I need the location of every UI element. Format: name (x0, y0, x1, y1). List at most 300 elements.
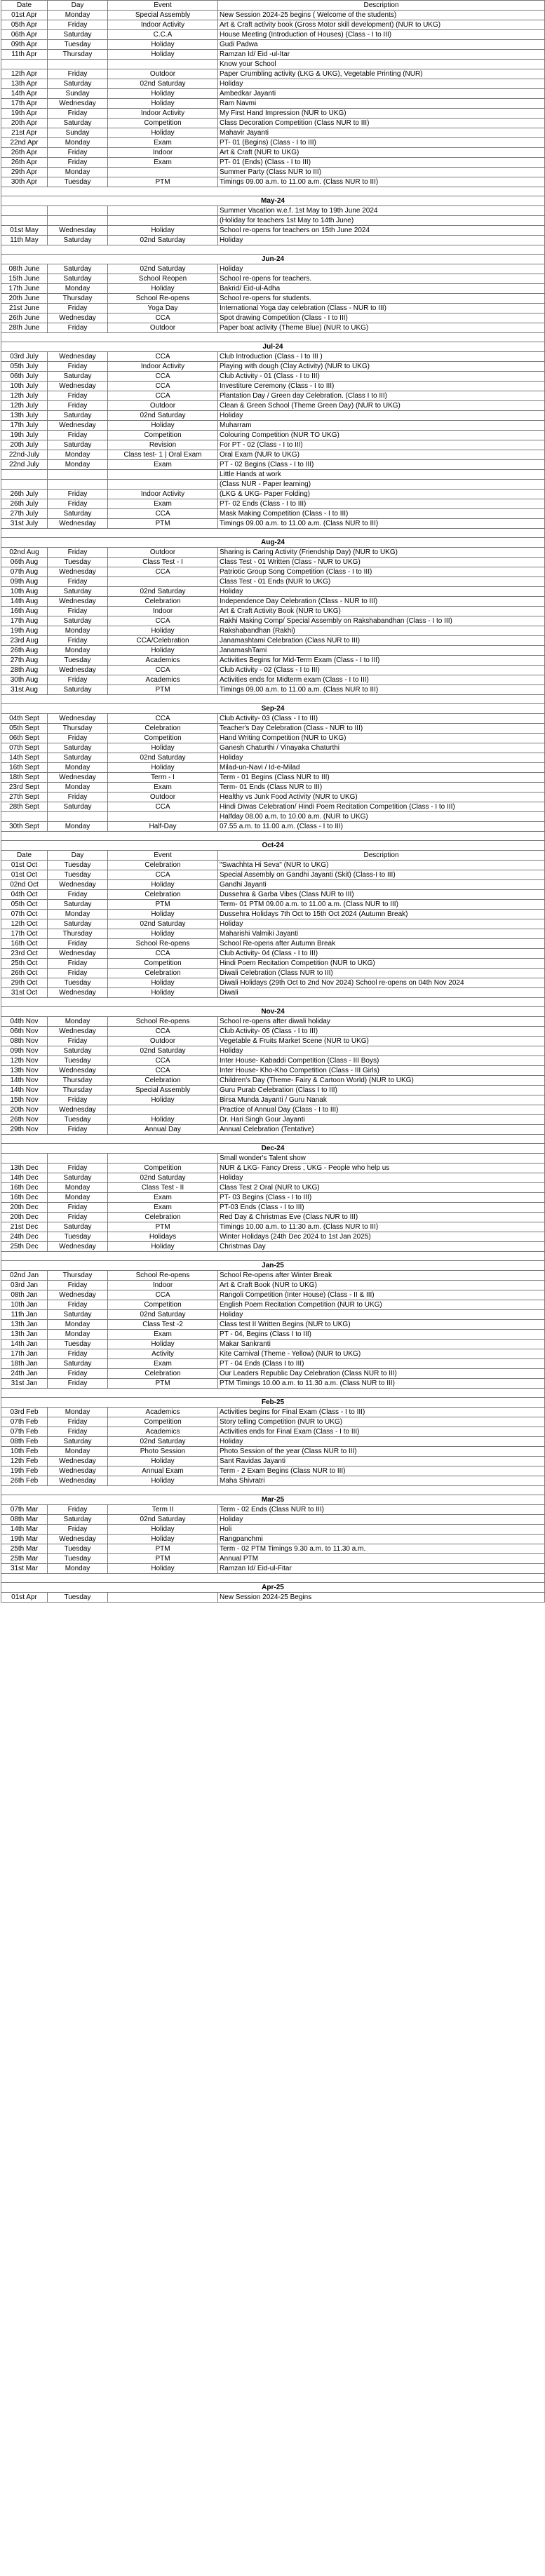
event-cell: Class test- 1 | Oral Exam (108, 450, 218, 460)
day-cell: Wednesday (48, 567, 108, 577)
event-cell: Revision (108, 440, 218, 450)
description-cell: Birsa Munda Jayanti / Guru Nanak (218, 1095, 545, 1105)
date-cell: 07th Feb (1, 1417, 48, 1427)
day-cell: Wednesday (48, 597, 108, 607)
date-cell: 04th Oct (1, 890, 48, 900)
day-cell: Saturday (48, 1173, 108, 1183)
day-cell: Saturday (48, 119, 108, 128)
event-cell: Holiday (108, 421, 218, 431)
day-cell: Friday (48, 675, 108, 685)
event-cell (108, 1593, 218, 1603)
day-cell: Saturday (48, 587, 108, 597)
date-cell: 20th Dec (1, 1203, 48, 1213)
description-cell: Muharram (218, 421, 545, 431)
description-cell: Holiday (218, 1437, 545, 1447)
date-cell: 12th Oct (1, 919, 48, 929)
event-cell: C.C.A (108, 30, 218, 40)
description-cell: For PT - 02 (Class - I to III) (218, 440, 545, 450)
day-cell: Monday (48, 1408, 108, 1417)
date-cell: 01st May (1, 226, 48, 236)
day-cell: Friday (48, 1505, 108, 1515)
date-cell: 26th Aug (1, 646, 48, 656)
calendar-row (1, 1310, 545, 1320)
description-cell: Spot drawing Competition (Class - I to III) (218, 313, 545, 323)
event-cell: 02nd Saturday (108, 411, 218, 421)
date-cell: 19th July (1, 431, 48, 440)
calendar-row (1, 1525, 545, 1535)
day-cell: Tuesday (48, 558, 108, 567)
day-cell: Tuesday (48, 861, 108, 870)
date-cell: 30th Sept (1, 822, 48, 832)
day-cell: Wednesday (48, 949, 108, 959)
description-cell: PTM Timings 10.00 a.m. to 11.30 a.m. (Class NUR to III) (218, 1379, 545, 1389)
event-cell: Class Test -2 (108, 1320, 218, 1330)
description-cell: Class test II Written Begins (NUR to UKG) (218, 1320, 545, 1330)
description-cell: Annual PTM (218, 1554, 545, 1564)
description-cell: My First Hand Impression (NUR to UKG) (218, 109, 545, 119)
calendar-row (1, 558, 545, 567)
day-cell: Monday (48, 626, 108, 636)
date-cell: 20th June (1, 294, 48, 304)
event-cell: Competition (108, 959, 218, 969)
day-cell: Saturday (48, 616, 108, 626)
date-cell: 30th Aug (1, 675, 48, 685)
day-cell: Tuesday (48, 870, 108, 880)
calendar-row (1, 158, 545, 168)
description-cell: Milad-un-Navi / Id-e-Milad (218, 763, 545, 773)
calendar-row (1, 1105, 545, 1115)
date-cell: 17th Jan (1, 1349, 48, 1359)
day-cell: Wednesday (48, 352, 108, 362)
description-cell: Hindi Poem Recitation Competition (NUR to UKG) (218, 959, 545, 969)
day-cell: Wednesday (48, 1105, 108, 1115)
calendar-row (1, 900, 545, 910)
day-cell: Friday (48, 1525, 108, 1535)
date-cell: 13th Apr (1, 79, 48, 89)
day-cell: Monday (48, 11, 108, 20)
event-cell: CCA (108, 870, 218, 880)
date-cell: 17th July (1, 421, 48, 431)
event-cell: CCA (108, 1290, 218, 1300)
calendar-row (1, 1515, 545, 1525)
description-cell: Maharishi Valmiki Jayanti (218, 929, 545, 939)
spacer-cell (1, 1486, 545, 1495)
event-cell (108, 480, 218, 490)
calendar-row (1, 401, 545, 411)
calendar-row (1, 20, 545, 30)
day-cell: Friday (48, 1125, 108, 1135)
description-cell: Independence Day Celebration (Class - NUR to III) (218, 597, 545, 607)
month-spacer-row (1, 529, 545, 538)
event-cell: Outdoor (108, 401, 218, 411)
date-cell: 25th Mar (1, 1554, 48, 1564)
description-cell: Sant Ravidas Jayanti (218, 1457, 545, 1466)
description-cell: PT- 01 (Ends) (Class - I to III) (218, 158, 545, 168)
date-cell: 06th Aug (1, 558, 48, 567)
date-cell (1, 60, 48, 69)
description-cell: Patriotic Group Song Competition (Class - I to III) (218, 567, 545, 577)
description-cell: Inter House- Kabaddi Competition (Class - III Boys) (218, 1056, 545, 1066)
description-cell: School re-opens after diwali holiday (218, 1017, 545, 1027)
event-cell: PTM (108, 685, 218, 695)
description-cell: (LKG & UKG- Paper Folding) (218, 490, 545, 499)
calendar-row (1, 1037, 545, 1046)
description-cell: Term- 01 Ends (Class NUR to III) (218, 783, 545, 793)
description-cell: Term - 02 PTM Timings 9.30 a.m. to 11.30 a.m. (218, 1544, 545, 1554)
description-cell: Makar Sankranti (218, 1340, 545, 1349)
date-cell: 01st Oct (1, 870, 48, 880)
month-spacer-row (1, 187, 545, 196)
date-cell: 15th Nov (1, 1095, 48, 1105)
day-cell: Saturday (48, 79, 108, 89)
day-cell: Friday (48, 401, 108, 411)
event-cell: CCA (108, 391, 218, 401)
calendar-row (1, 607, 545, 616)
description-cell: Term - 02 Ends (Class NUR to III) (218, 1505, 545, 1515)
description-cell: Christmas Day (218, 1242, 545, 1252)
date-cell: 21st Apr (1, 128, 48, 138)
event-cell (108, 577, 218, 587)
description-cell: Maha Shivratri (218, 1476, 545, 1486)
day-cell: Monday (48, 284, 108, 294)
column-header-description: Description (218, 1, 545, 11)
day-cell: Tuesday (48, 40, 108, 50)
description-cell: JanamashTami (218, 646, 545, 656)
event-cell: Competition (108, 734, 218, 743)
day-cell: Saturday (48, 236, 108, 245)
month-spacer-row (1, 333, 545, 342)
calendar-row (1, 1154, 545, 1164)
description-cell: Guru Purab Celebration (Class I to III) (218, 1086, 545, 1095)
event-cell: Term - I (108, 773, 218, 783)
calendar-row (1, 206, 545, 216)
date-cell: 26th Oct (1, 969, 48, 978)
day-cell: Friday (48, 969, 108, 978)
event-cell: Celebration (108, 724, 218, 734)
description-cell: Holiday (218, 79, 545, 89)
event-cell: 02nd Saturday (108, 919, 218, 929)
date-cell: 08th Nov (1, 1037, 48, 1046)
description-cell: 07.55 a.m. to 11.00 a.m. (Class - I to III) (218, 822, 545, 832)
event-cell: Holiday (108, 1340, 218, 1349)
event-cell: Holiday (108, 743, 218, 753)
event-cell: CCA (108, 313, 218, 323)
event-cell: Academics (108, 675, 218, 685)
calendar-row (1, 577, 545, 587)
calendar-row (1, 79, 545, 89)
calendar-row (1, 1359, 545, 1369)
description-cell: (Holiday for teachers 1st May to 14th June) (218, 216, 545, 226)
day-cell: Saturday (48, 685, 108, 695)
description-cell: Activities Begins for Mid-Term Exam (Class - I to III) (218, 656, 545, 666)
description-cell: Rakshabandhan (Rakhi) (218, 626, 545, 636)
event-cell: Exam (108, 1330, 218, 1340)
calendar-row (1, 861, 545, 870)
event-cell: Class Test - I (108, 558, 218, 567)
event-cell: Outdoor (108, 69, 218, 79)
day-cell: Friday (48, 69, 108, 79)
day-cell: Tuesday (48, 177, 108, 187)
calendar-row (1, 685, 545, 695)
date-cell: 22nd-July (1, 450, 48, 460)
day-cell: Saturday (48, 743, 108, 753)
description-cell: Dussehra & Garba Vibes (Class NUR to III) (218, 890, 545, 900)
date-cell: 20th Dec (1, 1213, 48, 1222)
description-cell: Class Test - 01 Written (Class - NUR to UKG) (218, 558, 545, 567)
day-cell: Wednesday (48, 773, 108, 783)
description-cell: Clean & Green School (Theme Green Day) (NUR to UKG) (218, 401, 545, 411)
date-cell: 13th Nov (1, 1066, 48, 1076)
date-cell: 27th Aug (1, 656, 48, 666)
calendar-row (1, 50, 545, 60)
description-cell: Activities ends for Midterm exam (Class - I to III) (218, 675, 545, 685)
description-cell: Ramzan Id/ Eid-ul-Fitar (218, 1564, 545, 1574)
day-cell: Wednesday (48, 1066, 108, 1076)
month-heading-row (1, 1583, 545, 1593)
day-cell: Wednesday (48, 382, 108, 391)
date-cell: 01st Apr (1, 1593, 48, 1603)
calendar-row (1, 1437, 545, 1447)
description-cell: New Session 2024-25 begins ( Welcome of the students) (218, 11, 545, 20)
spacer-cell (1, 245, 545, 255)
date-cell: 14th Aug (1, 597, 48, 607)
date-cell: 08th Mar (1, 1515, 48, 1525)
description-cell: Holiday (218, 1310, 545, 1320)
spacer-cell (1, 998, 545, 1007)
calendar-row (1, 274, 545, 284)
description-cell: Ramzan Id/ Eid -ul-Itar (218, 50, 545, 60)
event-cell: Holiday (108, 1115, 218, 1125)
calendar-row (1, 294, 545, 304)
calendar-row (1, 138, 545, 148)
event-cell: CCA (108, 1027, 218, 1037)
calendar-row (1, 919, 545, 929)
date-cell: 19th Mar (1, 1535, 48, 1544)
description-cell: Oral Exam (NUR to UKG) (218, 450, 545, 460)
date-cell: 28th Aug (1, 666, 48, 675)
event-cell (108, 216, 218, 226)
event-cell: Exam (108, 499, 218, 509)
day-cell: Wednesday (48, 226, 108, 236)
month-heading-row (1, 1398, 545, 1408)
day-cell: Wednesday (48, 880, 108, 890)
description-cell: Vegetable & Fruits Market Scene (NUR to UKG) (218, 1037, 545, 1046)
date-cell: 17th Apr (1, 99, 48, 109)
day-cell: Friday (48, 1203, 108, 1213)
description-cell: Hand Writing Competition (NUR to UKG) (218, 734, 545, 743)
event-cell: Holiday (108, 1564, 218, 1574)
day-cell: Sunday (48, 128, 108, 138)
date-cell: 02nd Jan (1, 1271, 48, 1281)
column-header-event: Event (108, 851, 218, 861)
calendar-row (1, 1086, 545, 1095)
date-cell: 09th Nov (1, 1046, 48, 1056)
description-cell: School re-opens for teachers on 15th June 2024 (218, 226, 545, 236)
month-heading-row (1, 255, 545, 264)
description-cell: Investiture Ceremony (Class - I to III) (218, 382, 545, 391)
day-cell: Wednesday (48, 421, 108, 431)
description-cell: School re-opens for students. (218, 294, 545, 304)
month-heading-row (1, 1007, 545, 1017)
event-cell: Academics (108, 1427, 218, 1437)
calendar-row (1, 1203, 545, 1213)
date-cell: 11th Apr (1, 50, 48, 60)
event-cell: Celebration (108, 1076, 218, 1086)
day-cell: Friday (48, 1349, 108, 1359)
event-cell: Yoga Day (108, 304, 218, 313)
date-cell: 01st Apr (1, 11, 48, 20)
day-cell: Friday (48, 1281, 108, 1290)
calendar-row (1, 1330, 545, 1340)
description-cell: New Session 2024-25 Begins (218, 1593, 545, 1603)
day-cell: Friday (48, 1417, 108, 1427)
calendar-row (1, 724, 545, 734)
date-cell: 27th July (1, 509, 48, 519)
calendar-body (1, 1, 545, 1603)
description-cell: Holiday (218, 753, 545, 763)
description-cell: Mask Making Competition (Class - I to III) (218, 509, 545, 519)
date-cell: 18th Sept (1, 773, 48, 783)
spacer-cell (1, 1574, 545, 1583)
description-cell: Diwali Holidays (29th Oct to 2nd Nov 2024) School re-opens on 04th Nov 2024 (218, 978, 545, 988)
day-cell: Friday (48, 1213, 108, 1222)
calendar-table (1, 0, 545, 1603)
description-cell: Our Leaders Republic Day Celebration (Class NUR to III) (218, 1369, 545, 1379)
event-cell: School Re-opens (108, 294, 218, 304)
event-cell: Celebration (108, 597, 218, 607)
date-cell: 08th Jan (1, 1290, 48, 1300)
description-cell: Club Activity - 02 (Class - I to III) (218, 666, 545, 675)
day-cell: Monday (48, 1330, 108, 1340)
date-cell: 05th Apr (1, 20, 48, 30)
day-cell: Wednesday (48, 666, 108, 675)
calendar-row (1, 1281, 545, 1290)
day-cell: Wednesday (48, 1476, 108, 1486)
event-cell: 02nd Saturday (108, 1515, 218, 1525)
date-cell: 12th Apr (1, 69, 48, 79)
date-cell: 05th Sept (1, 724, 48, 734)
date-cell: 26th Apr (1, 158, 48, 168)
day-cell: Thursday (48, 294, 108, 304)
calendar-row (1, 587, 545, 597)
event-cell: Outdoor (108, 793, 218, 802)
event-cell: Special Assembly (108, 11, 218, 20)
date-cell: 23rd Aug (1, 636, 48, 646)
description-cell: Holiday (218, 411, 545, 421)
calendar-row (1, 128, 545, 138)
event-cell: Competition (108, 1417, 218, 1427)
description-cell: Diwali (218, 988, 545, 998)
date-cell: 22nd July (1, 460, 48, 470)
month-heading: Dec-24 (1, 1144, 545, 1154)
event-cell: 02nd Saturday (108, 1173, 218, 1183)
date-cell: 20th Nov (1, 1105, 48, 1115)
calendar-row (1, 1505, 545, 1515)
calendar-row (1, 177, 545, 187)
calendar-row (1, 988, 545, 998)
date-cell: 01st Oct (1, 861, 48, 870)
description-cell: Holi (218, 1525, 545, 1535)
event-cell: CCA (108, 949, 218, 959)
event-cell: Annual Day (108, 1125, 218, 1135)
event-cell: Academics (108, 1408, 218, 1417)
description-cell: Art & Craft Book (NUR to UKG) (218, 1281, 545, 1290)
description-cell: Photo Session of the year (Class NUR to III) (218, 1447, 545, 1457)
event-cell: Holiday (108, 284, 218, 294)
event-cell: Activity (108, 1349, 218, 1359)
description-cell: Janamashtami Celebration (Class NUR to III) (218, 636, 545, 646)
date-cell: 16th Oct (1, 939, 48, 949)
event-cell: Holiday (108, 763, 218, 773)
calendar-row (1, 216, 545, 226)
event-cell: Academics (108, 656, 218, 666)
event-cell: School Reopen (108, 274, 218, 284)
day-cell: Wednesday (48, 988, 108, 998)
date-cell: 28th June (1, 323, 48, 333)
date-cell: 25th Oct (1, 959, 48, 969)
day-cell: Tuesday (48, 1056, 108, 1066)
day-cell: Friday (48, 1095, 108, 1105)
day-cell: Monday (48, 460, 108, 470)
calendar-row (1, 675, 545, 685)
calendar-row (1, 763, 545, 773)
calendar-row (1, 890, 545, 900)
date-cell: 26th Feb (1, 1476, 48, 1486)
event-cell: CCA/Celebration (108, 636, 218, 646)
date-cell: 07th Sept (1, 743, 48, 753)
calendar-row (1, 1115, 545, 1125)
date-cell: 25th Mar (1, 1544, 48, 1554)
month-spacer-row (1, 832, 545, 841)
calendar-row (1, 567, 545, 577)
description-cell: Bakrid/ Eid-ul-Adha (218, 284, 545, 294)
description-cell: Club Activity- 03 (Class - I to III) (218, 714, 545, 724)
description-cell: Story telling Competition (NUR to UKG) (218, 1417, 545, 1427)
date-cell: 20th July (1, 440, 48, 450)
date-cell: 10th Aug (1, 587, 48, 597)
date-cell: 30th Apr (1, 177, 48, 187)
event-cell: Exam (108, 138, 218, 148)
description-cell: Holiday (218, 1046, 545, 1056)
calendar-row (1, 431, 545, 440)
event-cell: CCA (108, 352, 218, 362)
day-cell: Tuesday (48, 1232, 108, 1242)
description-cell: Term - 2 Exam Begins (Class NUR to III) (218, 1466, 545, 1476)
calendar-row (1, 910, 545, 919)
month-heading-row (1, 538, 545, 548)
calendar-row (1, 264, 545, 274)
calendar-row (1, 1271, 545, 1281)
day-cell: Monday (48, 783, 108, 793)
column-header-date: Date (1, 1, 48, 11)
day-cell: Wednesday (48, 1027, 108, 1037)
calendar-row (1, 1290, 545, 1300)
event-cell: Holiday (108, 978, 218, 988)
event-cell: 02nd Saturday (108, 1310, 218, 1320)
calendar-row (1, 60, 545, 69)
description-cell: School Re-opens after Winter Break (218, 1271, 545, 1281)
day-cell: Friday (48, 391, 108, 401)
day-cell: Friday (48, 158, 108, 168)
event-cell: Indoor Activity (108, 490, 218, 499)
description-cell: Club Activity- 04 (Class - I to III) (218, 949, 545, 959)
date-cell: 27th Sept (1, 793, 48, 802)
date-cell: 14th Nov (1, 1086, 48, 1095)
month-spacer-row (1, 1486, 545, 1495)
calendar-row (1, 1076, 545, 1086)
calendar-row (1, 1564, 545, 1574)
calendar-row (1, 929, 545, 939)
